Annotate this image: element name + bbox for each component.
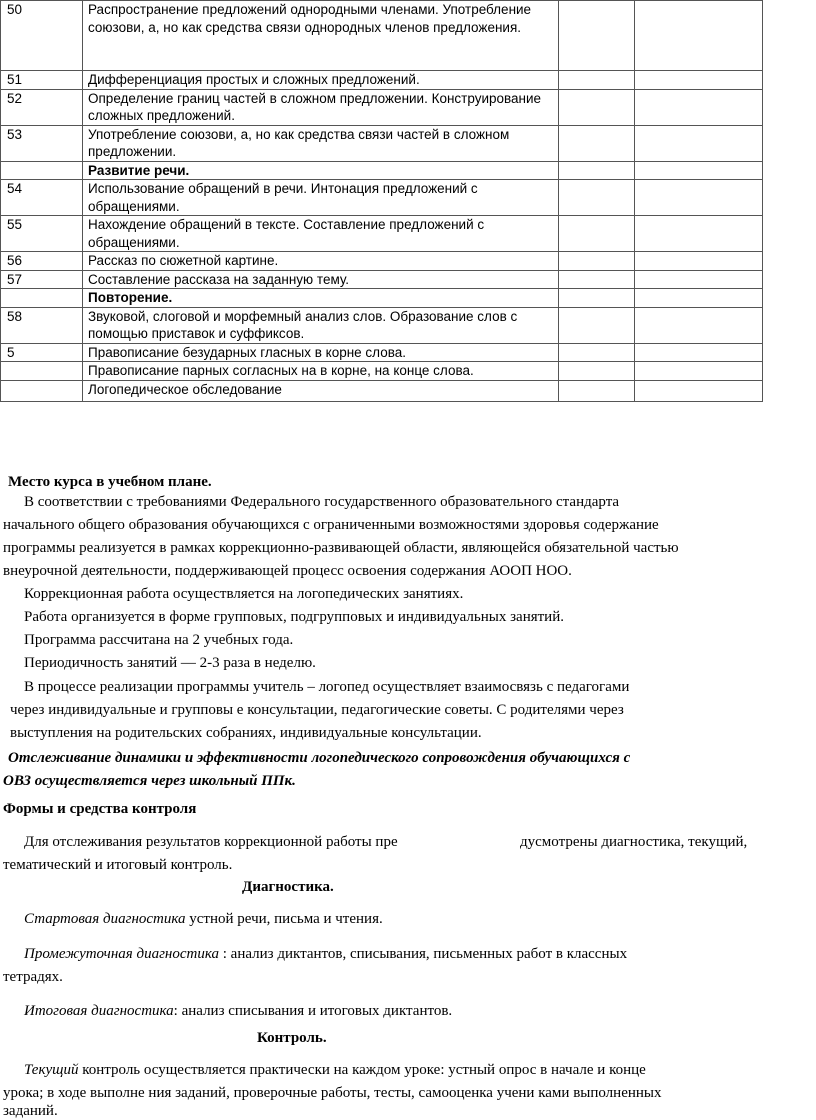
- lesson-plan-table: [0, 0, 763, 402]
- table-row: [1, 161, 763, 180]
- paragraph-line: через индивидуальные и групповы е консультации, педагогические советы. С родителями через: [10, 702, 624, 718]
- row-number: [1, 380, 83, 401]
- empty-cell: [559, 125, 635, 161]
- empty-cell: [559, 270, 635, 289]
- row-topic: Использование обращений в речи. Интонация предложений с обращениями.: [83, 180, 559, 216]
- row-topic: Употребление союзови, а, но как средства связи частей в сложном предложении.: [83, 125, 559, 161]
- paragraph-line: тематический и итоговый контроль.: [3, 857, 233, 873]
- row-number: 53: [1, 125, 83, 161]
- paragraph-line: начального общего образования обучающихся с ограниченными возможностями здоровья содержание: [3, 517, 659, 533]
- row-number: [1, 362, 83, 381]
- term-mid-diagnostics: Промежуточная диагностика: [24, 946, 220, 962]
- paragraph-line: Промежуточная диагностика : анализ диктантов, списывания, письменных работ в классных: [24, 946, 628, 962]
- term-current-control: Текущий: [24, 1062, 79, 1078]
- section-heading-control-forms: Формы и средства контроля: [3, 801, 197, 817]
- table-row: [1, 289, 763, 308]
- empty-cell: [559, 180, 635, 216]
- paragraph-line: Работа организуется в форме групповых, подгрупповых и индивидуальных занятий.: [24, 609, 564, 625]
- row-number: 5: [1, 343, 83, 362]
- row-topic: Звуковой, слоговой и морфемный анализ слов. Образование слов с помощью приставок и суффиксов.: [83, 307, 559, 343]
- row-number: 55: [1, 216, 83, 252]
- empty-cell: [635, 380, 763, 401]
- section-heading-control: Контроль.: [257, 1030, 327, 1046]
- row-number: [1, 161, 83, 180]
- empty-cell: [559, 252, 635, 271]
- paragraph-line: Стартовая диагностика устной речи, письма и чтения.: [24, 911, 383, 927]
- row-topic: Повторение.: [83, 289, 559, 308]
- row-number: 50: [1, 1, 83, 71]
- row-topic: Рассказ по сюжетной картине.: [83, 252, 559, 271]
- paragraph-line: внеурочной деятельности, поддерживающей процесс освоения содержания АООП НОО.: [3, 563, 572, 579]
- paragraph-line: урока; в ходе выполне ния заданий, проверочные работы, тесты, самооценка учени ками выполненных: [3, 1085, 662, 1101]
- row-number: 57: [1, 270, 83, 289]
- empty-cell: [559, 307, 635, 343]
- table-row: [1, 270, 763, 289]
- empty-cell: [635, 362, 763, 381]
- paragraph-line: программы реализуется в рамках коррекционно-развивающей области, являющейся обязательной частью: [3, 540, 679, 556]
- paragraph-line: Коррекционная работа осуществляется на логопедических занятиях.: [24, 586, 464, 602]
- paragraph-line: Для отслеживания результатов коррекционной работы пре: [24, 834, 398, 850]
- monitoring-line: Отслеживание динамики и эффективности логопедического сопровождения обучающихся с: [8, 750, 631, 766]
- row-number: [1, 289, 83, 308]
- row-topic: Составление рассказа на заданную тему.: [83, 270, 559, 289]
- table-row: [1, 380, 763, 401]
- table-row: [1, 71, 763, 90]
- empty-cell: [635, 180, 763, 216]
- row-number: 56: [1, 252, 83, 271]
- section-heading-place: Место курса в учебном плане.: [8, 474, 212, 490]
- empty-cell: [635, 161, 763, 180]
- empty-cell: [635, 270, 763, 289]
- empty-cell: [559, 161, 635, 180]
- row-topic: Правописание безударных гласных в корне слова.: [83, 343, 559, 362]
- table-row: [1, 252, 763, 271]
- empty-cell: [635, 252, 763, 271]
- term-start-diagnostics: Стартовая диагностика: [24, 911, 186, 927]
- table-row: [1, 307, 763, 343]
- paragraph-line: тетрадях.: [3, 969, 63, 985]
- table-row: [1, 180, 763, 216]
- empty-cell: [635, 343, 763, 362]
- empty-cell: [635, 71, 763, 90]
- table-row: [1, 216, 763, 252]
- section-heading-diagnostics: Диагностика.: [242, 879, 334, 895]
- paragraph-line: В процессе реализации программы учитель – логопед осуществляет взаимосвязь с педагогами: [24, 679, 630, 695]
- table-row: [1, 362, 763, 381]
- empty-cell: [635, 125, 763, 161]
- row-topic: Правописание парных согласных на в корне, на конце слова.: [83, 362, 559, 381]
- table-row: [1, 1, 763, 71]
- term-final-diagnostics: Итоговая диагностика: [24, 1003, 174, 1019]
- paragraph-line: заданий.: [3, 1103, 58, 1119]
- empty-cell: [559, 71, 635, 90]
- paragraph-line: Итоговая диагностика: анализ списывания и итоговых диктантов.: [24, 1003, 453, 1019]
- paragraph-line: дусмотрены диагностика, текущий,: [520, 834, 748, 850]
- row-number: 52: [1, 89, 83, 125]
- paragraph-line: В соответствии с требованиями Федерального государственного образовательного стандарта: [24, 494, 620, 510]
- paragraph-line: Текущий контроль осуществляется практически на каждом уроке: устный опрос в начале и конце: [24, 1062, 646, 1078]
- row-number: 51: [1, 71, 83, 90]
- row-topic: Логопедическое обследование: [83, 380, 559, 401]
- row-topic: Развитие речи.: [83, 161, 559, 180]
- row-number: 58: [1, 307, 83, 343]
- monitoring-line: ОВЗ осуществляется через школьный ППк.: [3, 773, 296, 789]
- empty-cell: [559, 216, 635, 252]
- empty-cell: [559, 380, 635, 401]
- empty-cell: [635, 216, 763, 252]
- row-topic: Дифференциация простых и сложных предложений.: [83, 71, 559, 90]
- paragraph-line: Периодичность занятий — 2-3 раза в неделю.: [24, 655, 316, 671]
- table-row: [1, 89, 763, 125]
- empty-cell: [635, 289, 763, 308]
- paragraph-line: выступления на родительских собраниях, индивидуальные консультации.: [10, 725, 482, 741]
- table-row: [1, 125, 763, 161]
- paragraph-line: Программа рассчитана на 2 учебных года.: [24, 632, 294, 648]
- empty-cell: [635, 307, 763, 343]
- empty-cell: [559, 343, 635, 362]
- empty-cell: [559, 1, 635, 71]
- empty-cell: [559, 362, 635, 381]
- empty-cell: [635, 89, 763, 125]
- row-topic: Распространение предложений однородными членами. Употребление союзови, а, но как средства связи однородных членов предложения.: [83, 1, 559, 71]
- row-topic: Нахождение обращений в тексте. Составление предложений с обращениями.: [83, 216, 559, 252]
- empty-cell: [635, 1, 763, 71]
- row-number: 54: [1, 180, 83, 216]
- empty-cell: [559, 89, 635, 125]
- row-topic: Определение границ частей в сложном предложении. Конструирование сложных предложений.: [83, 89, 559, 125]
- empty-cell: [559, 289, 635, 308]
- table-row: [1, 343, 763, 362]
